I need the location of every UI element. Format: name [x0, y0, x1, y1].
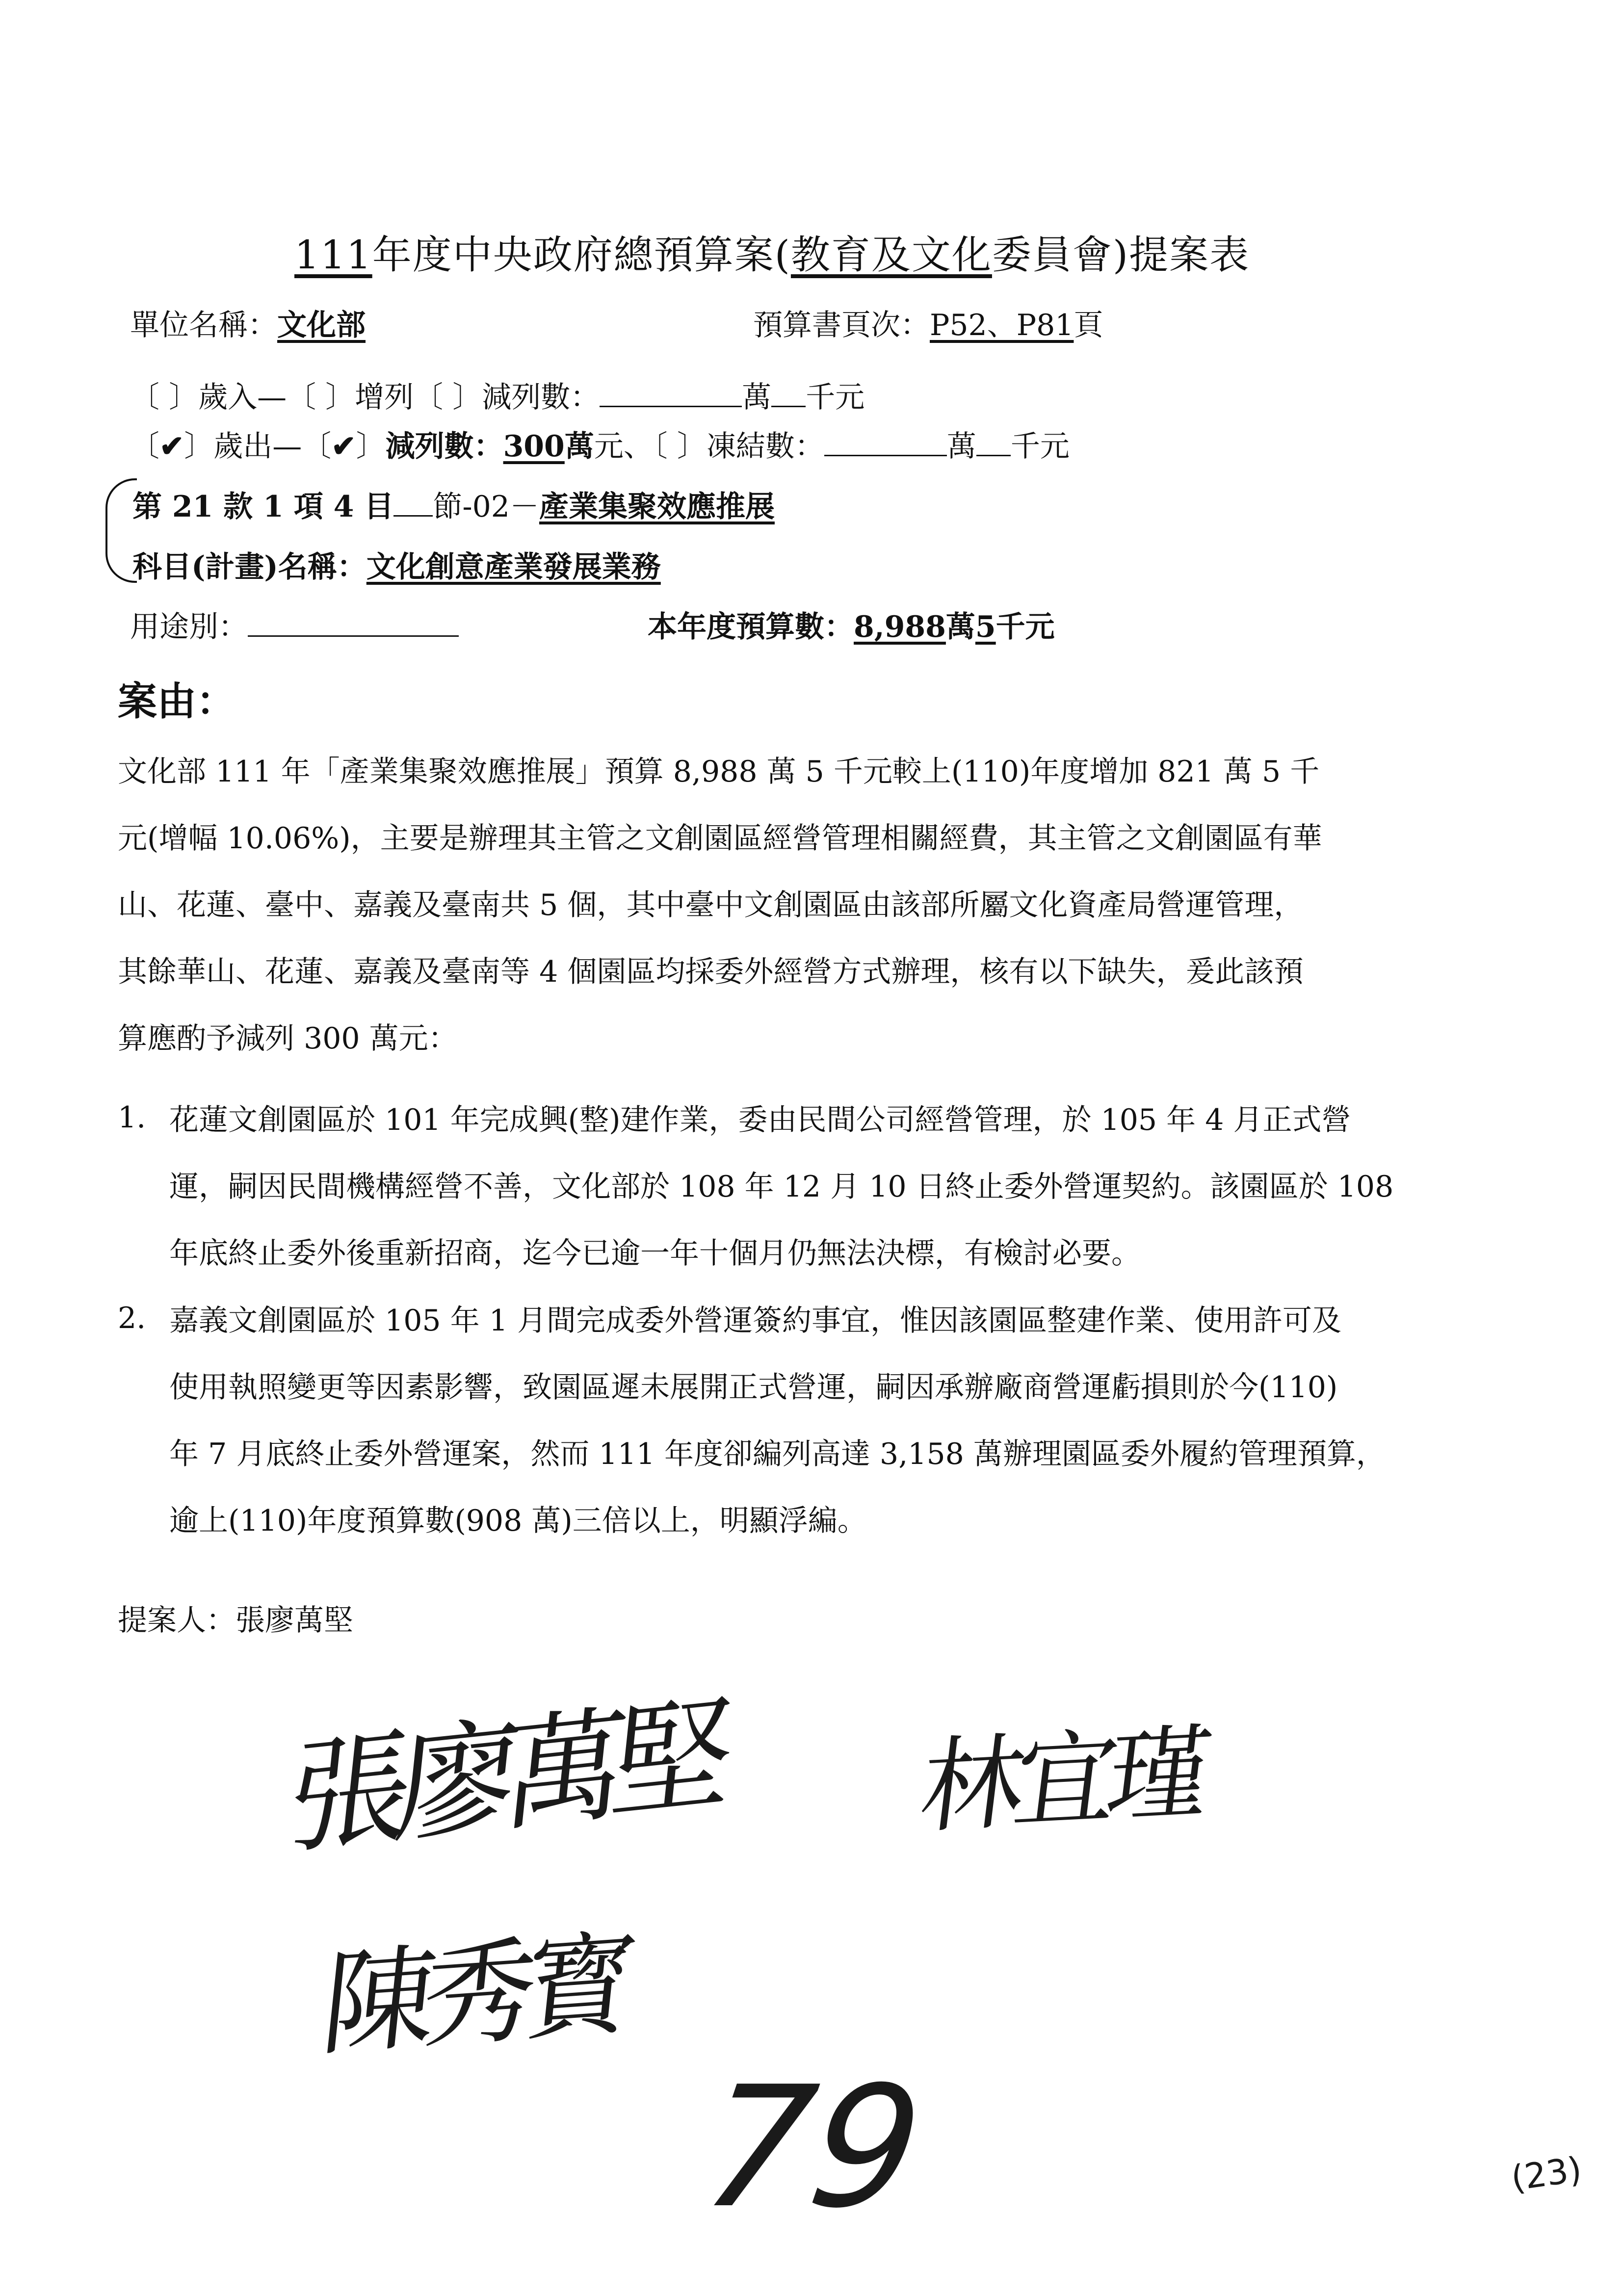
cut-label: 減列數： [385, 429, 503, 464]
item-number: 1. [118, 1100, 146, 1135]
intro-line: 山、花蓮、臺中、嘉義及臺南共 5 個，其中臺中文創園區由該部所屬文化資產局營運管理， [118, 888, 1304, 922]
expense-check-icon: ✔ [159, 429, 184, 464]
signature-2: 林宜瑾 [914, 1712, 1208, 1849]
title-committee: 教育及文化 [790, 232, 992, 278]
unit-label: 單位名稱： [130, 308, 277, 342]
proposer-row [118, 1597, 353, 1639]
item-number: 2. [118, 1301, 146, 1335]
expense-open: 〔 [130, 429, 159, 464]
unit-value: 文化部 [277, 308, 366, 342]
signature-3: 陳秀寳 [316, 1918, 631, 2072]
title-text-a: 年度中央政府總預算案( [372, 232, 791, 278]
page-ref-row [753, 302, 1103, 344]
revenue-qian-blank [771, 379, 806, 407]
usage-label: 用途別： [130, 610, 248, 644]
intro-line: 元(增幅 10.06%)，主要是辦理其主管之文創園區經營管理相關經費，其主管之文創園區有華 [118, 821, 1322, 856]
usage-blank [248, 609, 459, 637]
intro-line: 算應酌予減列 300 萬元： [118, 1021, 458, 1056]
budget-amount: 8,988 [854, 610, 946, 644]
expense-line [130, 423, 1070, 465]
item-1-text [169, 1087, 1393, 1287]
freeze-amount-blank [824, 428, 947, 456]
section-name: 產業集聚效應推展 [539, 490, 775, 524]
budget-qian: 5 [975, 610, 996, 644]
unit-row [130, 302, 366, 344]
intro-line: 文化部 111 年「產業集聚效應推展」預算 8,988 萬 5 千元較上(110)年度增加 821 萬 5 千 [118, 755, 1320, 789]
budget-row [648, 603, 1055, 646]
program-label: 科目(計畫)名稱： [132, 550, 367, 584]
cut-check-icon: ✔ [331, 429, 356, 464]
proposer-label: 提案人： [118, 1603, 236, 1638]
freeze-qian: 千元 [1010, 429, 1070, 464]
item-line: 年底終止委外後重新招商，迄今已逾一年十個月仍無法決標，有檢討必要。 [169, 1236, 1141, 1271]
proposer-name: 張廖萬堅 [236, 1603, 353, 1638]
freeze-qian-blank [976, 428, 1011, 456]
expense-close: 〕 [356, 429, 386, 464]
cut-wan: 萬 [564, 429, 594, 464]
page-ref-label: 預算書頁次： [753, 308, 930, 342]
page-ref-suffix: 頁 [1074, 308, 1103, 342]
item-line: 逾上(110)年度預算數(908 萬)三倍以上，明顯浮編。 [169, 1504, 867, 1538]
item-line: 運，嗣因民間機構經營不善，文化部於 108 年 12 月 10 日終止委外營運契約。該園區於 108 [169, 1170, 1394, 1204]
usage-row [130, 603, 459, 646]
budget-label: 本年度預算數： [648, 610, 854, 644]
title-year: 111 [294, 232, 372, 278]
budget-unit: 千元 [995, 610, 1055, 644]
budget-wan: 萬 [945, 610, 975, 644]
item-line: 花蓮文創園區於 101 年完成興(整)建作業，委由民間公司經營管理，於 105 年 4 月正式營 [169, 1103, 1351, 1137]
revenue-wan: 萬 [742, 380, 772, 415]
corner-mark: (23) [1508, 2149, 1584, 2199]
signature-1: 張廖萬堅 [282, 1681, 727, 1872]
revenue-amount-blank [600, 379, 742, 407]
cut-amount: 300 [503, 429, 565, 464]
revenue-line [130, 374, 864, 416]
handwritten-page-number: 79 [693, 2051, 933, 2245]
revenue-text: 〔 〕歲入—〔 〕增列〔 〕減列數： [130, 380, 600, 415]
section-text: 第 21 款 1 項 4 目 [132, 490, 394, 524]
intro-paragraph [118, 738, 1322, 1072]
item-line: 使用執照變更等因素影響，致園區遲未展開正式營運，嗣因承辦廠商營運虧損則於今(110) [169, 1370, 1338, 1405]
revenue-qian: 千元 [806, 380, 865, 415]
expense-freeze: 元、〔 〕凍結數： [594, 429, 824, 464]
page-ref-value: P52、P81 [930, 308, 1074, 342]
intro-line: 其餘華山、花蓮、嘉義及臺南等 4 個園區均採委外經營方式辦理，核有以下缺失，爰此該預 [118, 955, 1304, 989]
item-line: 年 7 月底終止委外營運案，然而 111 年度卻編列高達 3,158 萬辦理園區委外履約管理預算， [169, 1437, 1386, 1471]
expense-mid: 〕歲出—〔 [184, 429, 332, 464]
program-row [132, 544, 661, 586]
title-text-b: 委員會)提案表 [992, 232, 1250, 278]
freeze-wan: 萬 [946, 429, 976, 464]
program-value: 文化創意產業發展業務 [366, 550, 661, 584]
item-2-text [169, 1287, 1386, 1554]
section-blank [393, 489, 433, 517]
reason-heading: 案由： [118, 678, 236, 724]
item-line: 嘉義文創園區於 105 年 1 月間完成委外營運簽約事宜，惟因該園區整建作業、使用許可及 [169, 1304, 1341, 1338]
page-title [294, 223, 1250, 280]
section-jie: 節-02－ [433, 490, 539, 524]
section-row [132, 483, 775, 525]
